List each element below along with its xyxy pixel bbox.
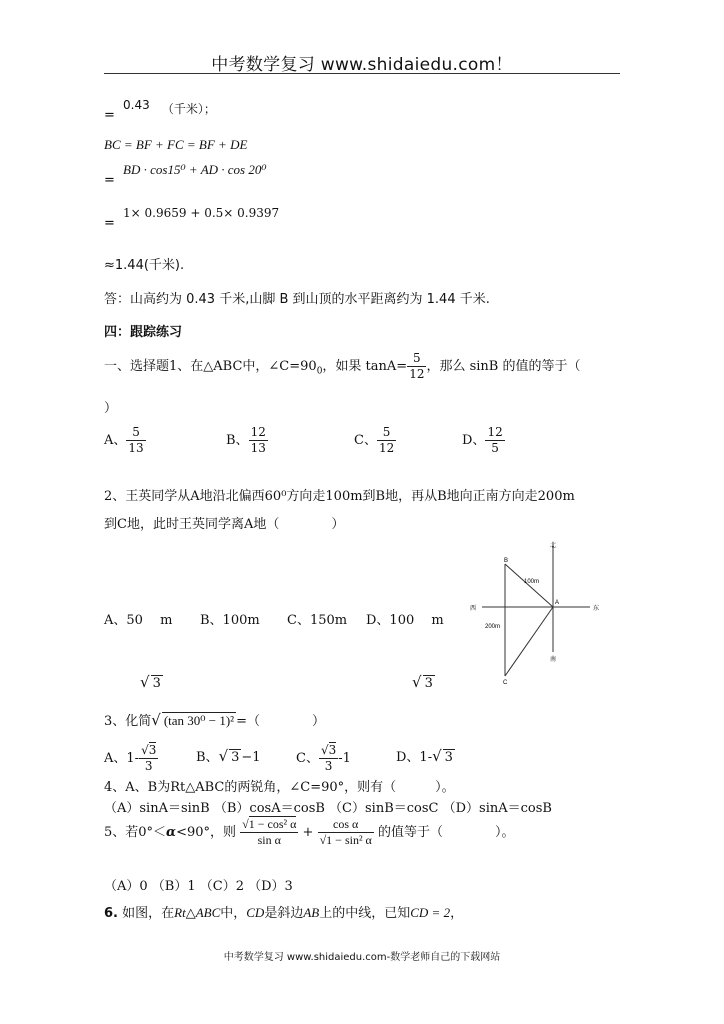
q2-option-b[interactable]: B、100m [200, 613, 260, 628]
option-fraction [126, 426, 145, 455]
question-4-options[interactable]: （A）sinA＝sinB （B）cosA＝cosB （C）sinB＝cosC （D）sinA＝cosB [104, 801, 552, 816]
q2-option-c[interactable]: C、150m [287, 613, 348, 628]
q1-question-text: ，那么 sinB 的值的等于（ [426, 359, 581, 374]
fraction-numerator: 5 [132, 425, 140, 439]
question-6-stem [104, 902, 463, 921]
equals-sign: = [104, 108, 115, 123]
question-5-options[interactable]: （A）0 （B）1 （C）2 （D）3 [104, 879, 293, 894]
option-label: A、 [104, 433, 127, 448]
q5-text: 5、若0°＜ [104, 825, 167, 840]
label-a: A [555, 600, 560, 606]
fraction-denominator: 13 [250, 441, 266, 455]
q3-stem-text: 3、化简 [104, 714, 152, 729]
q2-sqrt-a: √ 3 [140, 673, 161, 691]
solution-line-3 [104, 162, 267, 188]
fraction-numerator: 5 [382, 425, 391, 439]
solution-line-4 [104, 206, 280, 231]
fraction-numerator: 12 [487, 425, 503, 439]
q1-option-c[interactable] [354, 426, 396, 455]
equals-sign: = [104, 173, 115, 188]
q6-text: ， [450, 906, 464, 921]
label-100m: 100m [524, 579, 540, 585]
solution-line-2: BC = BF + FC = BF + DE [104, 137, 248, 152]
q2-sqrt-d: √ 3 [412, 673, 433, 691]
q5-text-range: <90°，则 [176, 825, 236, 840]
solution-line-1 [104, 98, 216, 123]
fraction-denominator: 13 [128, 441, 144, 455]
q6-text: 中， [220, 906, 247, 921]
fraction-denominator: 5 [485, 440, 504, 455]
option-fraction [139, 744, 158, 773]
q3-option-b[interactable]: B、√ 3 −1 [196, 747, 261, 765]
option-tail: -1 [338, 751, 351, 766]
q1-tan-fraction [407, 352, 426, 381]
radicand: 3 [424, 676, 433, 691]
section-title: 四：跟踪练习 [104, 325, 183, 340]
q2-option-a[interactable]: A、50 m [104, 613, 173, 628]
q6-text: 是斜边 [264, 906, 304, 921]
question-2-line-2: 到C地，此时王英同学离A地（ ） [104, 517, 345, 532]
q1-text: 一、选择题1、在△ABC中，∠C=90 [104, 359, 317, 374]
radicand: 3 [231, 750, 240, 765]
fraction-denominator: sin α [240, 832, 298, 847]
question-1-stem [104, 352, 581, 381]
label-east: 东 [593, 606, 600, 612]
alpha-symbol: α [166, 825, 177, 840]
q1-option-d[interactable] [462, 426, 505, 455]
label-west: 西 [470, 606, 477, 612]
numeric-expression: 1× 0.9659 + 0.5× 0.9397 [123, 206, 280, 220]
fraction-numerator: √3 [320, 743, 337, 757]
label-c: C [503, 680, 508, 686]
option-tail: −1 [241, 750, 261, 765]
q5-fraction-1 [240, 818, 298, 847]
label-200m: 200m [485, 624, 501, 630]
height-unit: （千米）； [161, 102, 216, 116]
question-2-line-1: 2、王英同学从A地沿北偏西60⁰方向走100m到B地，再从B地向正南方向走200m [104, 489, 575, 504]
q1-close-paren: ） [104, 401, 118, 416]
q3-option-c[interactable] [296, 744, 351, 773]
segment-ba [505, 564, 553, 607]
fraction-numerator: √3 [141, 743, 157, 757]
q3-radicand: (tan 30⁰ − 1)² [163, 713, 235, 728]
plus-sign: + [302, 825, 314, 840]
question-3-stem: 3、化简√ (tan 30⁰ − 1)² =（ ） [104, 711, 325, 729]
q1-degree: 0 [316, 366, 323, 377]
header-divider [104, 73, 620, 74]
q6-segment-ab: AB [303, 905, 320, 920]
height-value: 0.43 [123, 98, 150, 112]
option-label: A、1- [104, 751, 140, 766]
radicand: 1 − sin² α [326, 833, 372, 847]
option-fraction [485, 426, 504, 455]
fraction-denominator: 3 [319, 758, 338, 773]
equals-sign: = [104, 216, 115, 231]
q6-number: 6. [104, 906, 118, 921]
q1-tan-text: ，如果 tanA= [322, 359, 408, 374]
question-4-stem: 4、A、B为Rt△ABC的两锐角，∠C=90°，则有（ ）。 [104, 780, 455, 795]
option-label: C、 [296, 751, 319, 766]
radicand: 3 [444, 750, 453, 765]
q6-text: 上的中线，已知 [319, 906, 411, 921]
q6-text: 如图，在 [122, 906, 175, 921]
fraction-numerator: 5 [413, 351, 421, 365]
radicand: 3 [152, 676, 161, 691]
solution-answer: 答：山高约为 0.43 千米,山脚 B 到山顶的水平距离约为 1.44 千米. [104, 292, 490, 307]
option-fraction [319, 744, 338, 773]
question-5-stem [104, 818, 514, 847]
option-fraction [377, 426, 396, 455]
option-label: D、 [462, 433, 486, 448]
radicand: 3 [148, 743, 157, 757]
page-footer: 中考数学复习 www.shidaiedu.com-数学老师自己的下载网站 [223, 952, 501, 963]
q3-option-d[interactable]: D、1-√ 3 [396, 747, 453, 765]
q1-option-b[interactable] [226, 426, 268, 455]
fraction-denominator: 12 [378, 441, 395, 455]
q3-option-a[interactable] [104, 744, 158, 773]
direction-diagram [462, 540, 608, 690]
q6-triangle: Rt△ABC [174, 905, 221, 920]
q1-option-a[interactable] [104, 426, 146, 455]
q2-option-d[interactable]: D、100 m [366, 613, 444, 628]
q5-question-text: 的值等于（ ）。 [377, 825, 515, 840]
label-south: 南 [550, 657, 557, 663]
q3-answer-blank: =（ ） [236, 714, 325, 729]
option-label: B、 [226, 433, 249, 448]
fraction-numerator: 12 [250, 425, 266, 439]
fraction-denominator: 12 [409, 367, 425, 381]
option-fraction [249, 426, 268, 455]
option-label: D、1- [396, 750, 433, 765]
fraction-numerator: cos α [333, 817, 359, 831]
solution-result: ≈1.44(千米). [104, 258, 185, 273]
option-label: C、 [354, 433, 377, 448]
q6-segment-cd: CD [246, 905, 265, 920]
label-north: 北 [550, 543, 557, 549]
q6-cd-value: CD = 2 [410, 905, 451, 920]
fraction-numerator: √1 − cos² α [242, 817, 297, 831]
cos-expression: BD · cos15⁰ + AD · cos 20⁰ [123, 162, 267, 177]
segment-ca [505, 607, 553, 676]
fraction-denominator: √1 − sin² α [319, 833, 372, 847]
fraction-denominator: 3 [139, 758, 158, 773]
radicand: 3 [328, 743, 337, 757]
radicand: 1 − cos² α [248, 817, 297, 831]
label-b: B [504, 558, 509, 564]
page-header-title: 中考数学复习 www.shidaiedu.com！ [211, 55, 513, 75]
option-label: B、 [196, 750, 219, 765]
q5-fraction-2 [318, 818, 374, 847]
